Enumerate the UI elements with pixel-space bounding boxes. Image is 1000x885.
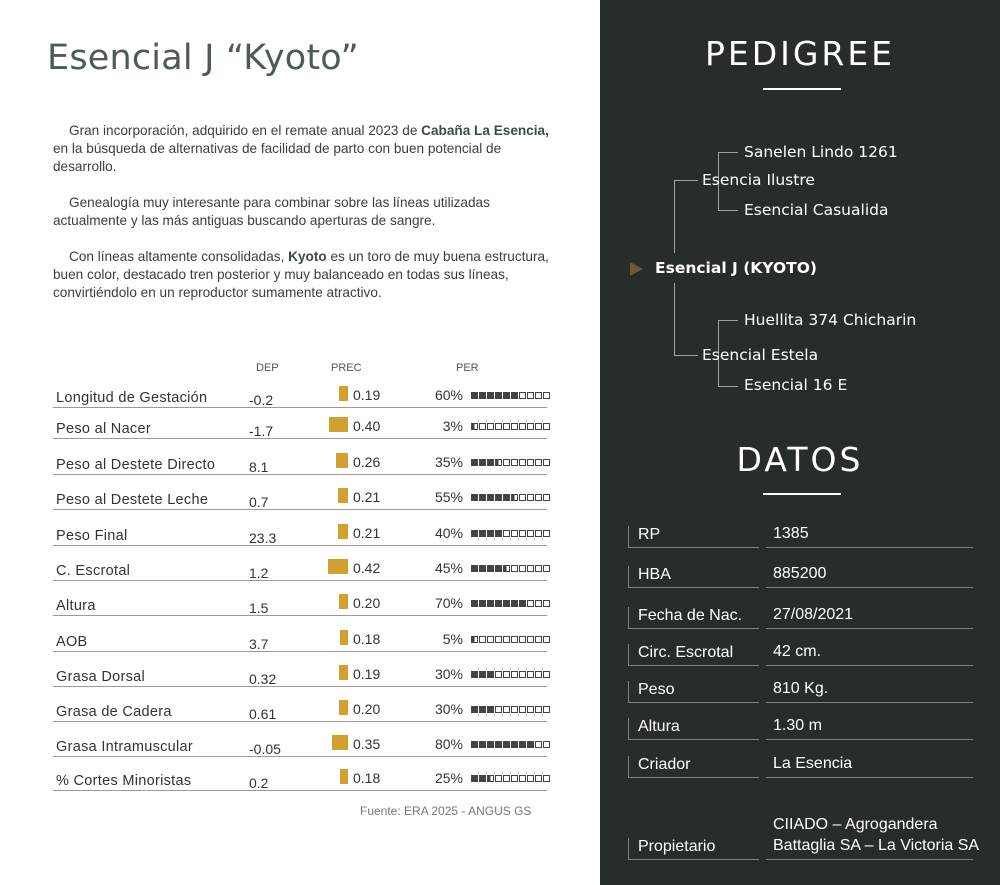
- datos-value-rule: [766, 587, 973, 588]
- percentile-square: [527, 671, 534, 678]
- dep-value: 0.61: [249, 706, 277, 722]
- percentile-square: [479, 530, 486, 537]
- per-value: 80%: [434, 736, 463, 752]
- percentile-square: [511, 741, 518, 748]
- percentile-square: [503, 494, 510, 501]
- prec-value: 0.35: [353, 736, 381, 752]
- percentile-square: [527, 565, 534, 572]
- datos-row-tick: [628, 718, 629, 740]
- dep-value: 8.1: [249, 459, 269, 475]
- trait-label: Peso Final: [56, 528, 128, 544]
- percentile-square: [487, 775, 494, 782]
- pedigree-dam: Esencial Estela: [702, 346, 819, 364]
- tree-line-sire-dam-h: [718, 210, 738, 211]
- prec-value: 0.26: [353, 454, 381, 470]
- percentile-square: [519, 775, 526, 782]
- percentile-square: [503, 775, 510, 782]
- percentile-square: [519, 706, 526, 713]
- precision-bar: [338, 524, 348, 539]
- datos-value: 810 Kg.: [773, 680, 829, 697]
- datos-key: Altura: [638, 718, 680, 735]
- percentile-square: [471, 423, 478, 430]
- percentile-square: [495, 530, 502, 537]
- play-arrow-icon: [630, 262, 643, 276]
- percentile-square: [487, 636, 494, 643]
- tree-line-dam: [674, 283, 675, 355]
- description-paragraph-1: Gran incorporación, adquirido en el remate anual 2023 de Cabaña La Esencia, en la búsqueda de alternativas de facilidad de parto con buen potencial de desarrollo.: [53, 123, 549, 174]
- percentile-square: [527, 741, 534, 748]
- per-value: 25%: [434, 770, 463, 786]
- description-paragraph-3: Con líneas altamente consolidadas, Kyoto es un toro de muy buena estructura, buen color, destacado tren posterior y muy balanceado en todas sus líneas, convirtiéndolo en un reproductor sumamente atractivo.: [53, 249, 549, 300]
- percentile-square: [487, 600, 494, 607]
- datos-row-tick: [628, 838, 629, 860]
- per-value: 30%: [434, 666, 463, 682]
- percentile-square: [495, 494, 502, 501]
- datos-value: 27/08/2021: [773, 606, 854, 623]
- pedigree-sire-sire: Sanelen Lindo 1261: [744, 143, 898, 161]
- percentile-square: [543, 775, 550, 782]
- tree-line-sire: [674, 180, 675, 253]
- tree-line-dam-dam-h: [718, 386, 738, 387]
- percentile-square: [535, 423, 542, 430]
- datos-key: HBA: [638, 566, 671, 583]
- percentile-square: [527, 459, 534, 466]
- percentile-square: [495, 775, 502, 782]
- per-value: 30%: [434, 701, 463, 717]
- header-prec: PREC: [331, 362, 362, 374]
- per-value: 35%: [434, 454, 463, 470]
- datos-key-rule: [628, 739, 759, 740]
- datos-key: Propietario: [638, 838, 716, 855]
- tree-line-dam-sire-h: [718, 320, 738, 321]
- pedigree-title-underline: [763, 88, 841, 90]
- percentile-square: [487, 392, 494, 399]
- percentile-square: [479, 392, 486, 399]
- percentile-square: [503, 530, 510, 537]
- page-title: Esencial J “Kyoto”: [47, 38, 359, 78]
- trait-label: % Cortes Minoristas: [56, 773, 192, 789]
- table-row: [53, 478, 547, 510]
- percentile-square: [511, 423, 518, 430]
- datos-key-rule: [628, 777, 759, 778]
- percentile-square: [471, 494, 478, 501]
- datos-key-rule: [628, 587, 759, 588]
- datos-title-underline: [763, 493, 841, 495]
- datos-key-rule: [628, 702, 759, 703]
- percentile-square: [543, 423, 550, 430]
- percentile-square: [535, 636, 542, 643]
- dep-value: -0.2: [249, 392, 274, 408]
- percentile-square: [543, 459, 550, 466]
- percentile-square: [471, 636, 478, 643]
- percentile-square: [543, 741, 550, 748]
- precision-bar: [328, 559, 348, 574]
- prec-value: 0.20: [353, 701, 381, 717]
- prec-value: 0.21: [353, 489, 381, 505]
- table-row: [53, 408, 547, 439]
- datos-key: RP: [638, 526, 661, 543]
- per-value: 55%: [434, 489, 463, 505]
- percentile-square: [543, 600, 550, 607]
- datos-value-rule: [766, 547, 973, 548]
- trait-label: Longitud de Gestación: [56, 390, 208, 406]
- pedigree-title: PEDIGREE: [704, 34, 896, 73]
- precision-bar: [332, 735, 348, 750]
- percentile-square: [487, 530, 494, 537]
- percentile-square: [511, 530, 518, 537]
- percentile-square: [519, 741, 526, 748]
- percentile-square: [527, 494, 534, 501]
- percentile-square: [471, 741, 478, 748]
- trait-label: AOB: [56, 634, 88, 650]
- percentile-square: [543, 636, 550, 643]
- percentile-square: [487, 459, 494, 466]
- datos-key: Circ. Escrotal: [638, 644, 734, 661]
- datos-key: Fecha de Nac.: [638, 607, 743, 624]
- percentile-square: [527, 636, 534, 643]
- table-row: [53, 655, 547, 687]
- pedigree-dam-sire: Huellita 374 Chicharin: [744, 311, 917, 329]
- datos-title: DATOS: [736, 440, 864, 479]
- per-value: 60%: [434, 387, 463, 403]
- percentile-square: [471, 671, 478, 678]
- percentile-square: [527, 775, 534, 782]
- percentile-square: [495, 636, 502, 643]
- datos-value: 885200: [773, 565, 827, 582]
- percentile-square: [495, 741, 502, 748]
- precision-bar: [339, 665, 348, 680]
- source-note: Fuente: ERA 2025 - ANGUS GS: [360, 804, 532, 818]
- dep-value: -1.7: [249, 423, 274, 439]
- prec-value: 0.19: [353, 387, 381, 403]
- percentile-square: [487, 494, 494, 501]
- datos-value-rule: [766, 777, 973, 778]
- dep-value: 1.5: [249, 600, 269, 616]
- percentile-square: [479, 671, 486, 678]
- percentile-square: [519, 530, 526, 537]
- percentile-square: [495, 459, 502, 466]
- pedigree-animal: Esencial J (KYOTO): [655, 259, 817, 277]
- percentile-square: [535, 775, 542, 782]
- table-row: [53, 690, 547, 722]
- pedigree-sire-dam: Esencial Casualida: [744, 201, 889, 219]
- datos-key-rule: [628, 547, 759, 548]
- percentile-square: [527, 600, 534, 607]
- trait-label: Peso al Nacer: [56, 421, 151, 437]
- dep-value: 1.2: [249, 565, 269, 581]
- percentile-square: [527, 392, 534, 399]
- datos-row-tick: [628, 607, 629, 629]
- datos-row: [628, 562, 973, 588]
- percentile-square: [479, 636, 486, 643]
- dep-value: 0.32: [249, 671, 277, 687]
- percentile-square: [495, 600, 502, 607]
- datos-row-tick: [628, 681, 629, 703]
- prec-value: 0.21: [353, 525, 381, 541]
- percentile-square: [479, 494, 486, 501]
- percentile-square: [535, 741, 542, 748]
- percentile-square: [495, 671, 502, 678]
- percentile-square: [503, 392, 510, 399]
- datos-row: [628, 790, 980, 860]
- datos-row-tick: [628, 756, 629, 778]
- percentile-square: [543, 494, 550, 501]
- percentile-square: [519, 565, 526, 572]
- percentile-square: [479, 565, 486, 572]
- percentile-square: [519, 636, 526, 643]
- percentile-square: [487, 671, 494, 678]
- dep-value: 0.7: [249, 494, 269, 510]
- precision-bar: [340, 630, 348, 645]
- per-value: 45%: [434, 560, 463, 576]
- percentile-square: [471, 530, 478, 537]
- trait-label: Altura: [56, 598, 96, 614]
- datos-row: [628, 678, 973, 703]
- trait-label: C. Escrotal: [56, 563, 131, 579]
- percentile-square: [503, 423, 510, 430]
- datos-row: [628, 600, 973, 629]
- prec-value: 0.42: [353, 560, 381, 576]
- datos-key-rule: [628, 665, 759, 666]
- percentile-square: [487, 565, 494, 572]
- datos-row-tick: [628, 644, 629, 666]
- percentile-square: [543, 530, 550, 537]
- percentile-square: [535, 565, 542, 572]
- per-value: 3%: [442, 418, 463, 434]
- percentile-square: [511, 392, 518, 399]
- percentile-square: [535, 494, 542, 501]
- percentile-square: [519, 459, 526, 466]
- percentile-square: [503, 600, 510, 607]
- percentile-square: [503, 706, 510, 713]
- dep-value: -0.05: [249, 741, 281, 757]
- percentile-square: [535, 600, 542, 607]
- prec-value: 0.18: [353, 631, 381, 647]
- percentile-square: [511, 636, 518, 643]
- percentile-square: [519, 494, 526, 501]
- percentile-square: [543, 565, 550, 572]
- percentile-square: [519, 392, 526, 399]
- percentile-square: [503, 636, 510, 643]
- header-dep: DEP: [256, 362, 279, 374]
- datos-value: 42 cm.: [773, 643, 822, 660]
- pedigree-sire: Esencia Ilustre: [702, 171, 815, 189]
- datos-value: 1385: [773, 525, 809, 542]
- percentile-square: [479, 775, 486, 782]
- percentile-square: [511, 565, 518, 572]
- datos-value: CIIADO – Agrogandera Battaglia SA – La Victoria SA: [773, 816, 980, 854]
- percentile-square: [527, 530, 534, 537]
- precision-bar: [339, 700, 348, 715]
- datos-key-rule: [628, 859, 759, 860]
- datos-value: La Esencia: [773, 755, 853, 772]
- percentile-square: [519, 423, 526, 430]
- trait-label: Peso al Destete Leche: [56, 492, 209, 508]
- percentile-square: [543, 706, 550, 713]
- percentile-square: [535, 459, 542, 466]
- dep-value: 0.2: [249, 775, 269, 791]
- percentile-square: [503, 671, 510, 678]
- percentile-square: [471, 392, 478, 399]
- percentile-square: [503, 741, 510, 748]
- percentile-square: [471, 600, 478, 607]
- prec-value: 0.40: [353, 418, 381, 434]
- percentile-square: [471, 565, 478, 572]
- per-value: 40%: [434, 525, 463, 541]
- table-row: [53, 725, 547, 757]
- precision-bar: [336, 453, 348, 468]
- percentile-square: [495, 392, 502, 399]
- tree-line-sire-sire-h: [718, 152, 738, 153]
- precision-bar: [338, 488, 348, 503]
- datos-row: [628, 754, 973, 778]
- percentile-square: [471, 459, 478, 466]
- percentile-square: [535, 530, 542, 537]
- percentile-square: [543, 671, 550, 678]
- prec-value: 0.18: [353, 770, 381, 786]
- percentile-square: [495, 706, 502, 713]
- percentile-square: [479, 459, 486, 466]
- percentile-square: [487, 741, 494, 748]
- datos-row: [628, 639, 973, 666]
- prec-value: 0.20: [353, 595, 381, 611]
- table-row: [53, 378, 547, 408]
- datos-value: 1.30 m: [773, 717, 822, 734]
- percentile-square: [479, 600, 486, 607]
- percentile-square: [495, 423, 502, 430]
- datos-row: [628, 716, 973, 740]
- percentile-square: [511, 494, 518, 501]
- per-value: 70%: [434, 595, 463, 611]
- percentile-square: [511, 775, 518, 782]
- percentile-square: [479, 741, 486, 748]
- percentile-square: [495, 565, 502, 572]
- percentile-square: [511, 671, 518, 678]
- percentile-square: [503, 565, 510, 572]
- datos-value-rule: [766, 628, 973, 629]
- tree-line-sire-h: [674, 180, 698, 181]
- table-row: [53, 620, 547, 652]
- percentile-square: [471, 775, 478, 782]
- description: [53, 122, 553, 320]
- tree-line-dam-h: [674, 355, 698, 356]
- datos-key-rule: [628, 628, 759, 629]
- precision-bar: [340, 769, 348, 784]
- per-value: 5%: [442, 631, 463, 647]
- trait-label: Grasa de Cadera: [56, 704, 172, 720]
- table-row: [53, 514, 547, 546]
- percentile-square: [487, 706, 494, 713]
- datos-key: Peso: [638, 681, 675, 698]
- percentile-square: [503, 459, 510, 466]
- header-per: PER: [456, 362, 479, 374]
- percentile-square: [527, 423, 534, 430]
- percentile-square: [479, 706, 486, 713]
- datos-value-rule: [766, 739, 973, 740]
- table-row: [53, 443, 547, 475]
- precision-bar: [339, 386, 348, 401]
- trait-label: Grasa Intramuscular: [56, 739, 194, 755]
- prec-value: 0.19: [353, 666, 381, 682]
- percentile-square: [527, 706, 534, 713]
- pedigree-dam-dam: Esencial 16 E: [744, 376, 848, 394]
- datos-value-rule: [766, 665, 973, 666]
- table-row: [53, 549, 547, 581]
- percentile-square: [535, 392, 542, 399]
- percentile-square: [479, 423, 486, 430]
- datos-row-tick: [628, 566, 629, 588]
- datos-key: Criador: [638, 756, 691, 773]
- trait-label: Grasa Dorsal: [56, 669, 146, 685]
- precision-bar: [329, 417, 348, 432]
- percentile-square: [519, 600, 526, 607]
- description-paragraph-2: Genealogía muy interesante para combinar sobre las líneas utilizadas actualmente y las más antiguas buscando aperturas de sangre.: [53, 195, 490, 228]
- percentile-square: [487, 423, 494, 430]
- percentile-square: [511, 600, 518, 607]
- percentile-square: [511, 459, 518, 466]
- percentile-square: [543, 392, 550, 399]
- datos-value-rule: [766, 702, 973, 703]
- dep-value: 23.3: [249, 530, 277, 546]
- percentile-square: [519, 671, 526, 678]
- percentile-square: [535, 706, 542, 713]
- trait-label: Peso al Destete Directo: [56, 457, 216, 473]
- precision-bar: [339, 594, 348, 609]
- percentile-square: [471, 706, 478, 713]
- datos-row: [628, 522, 973, 548]
- table-row: [53, 759, 547, 791]
- percentile-square: [535, 671, 542, 678]
- datos-value-rule: [766, 859, 973, 860]
- percentile-square: [511, 706, 518, 713]
- datos-row-tick: [628, 526, 629, 548]
- table-row: [53, 584, 547, 616]
- dep-value: 3.7: [249, 636, 269, 652]
